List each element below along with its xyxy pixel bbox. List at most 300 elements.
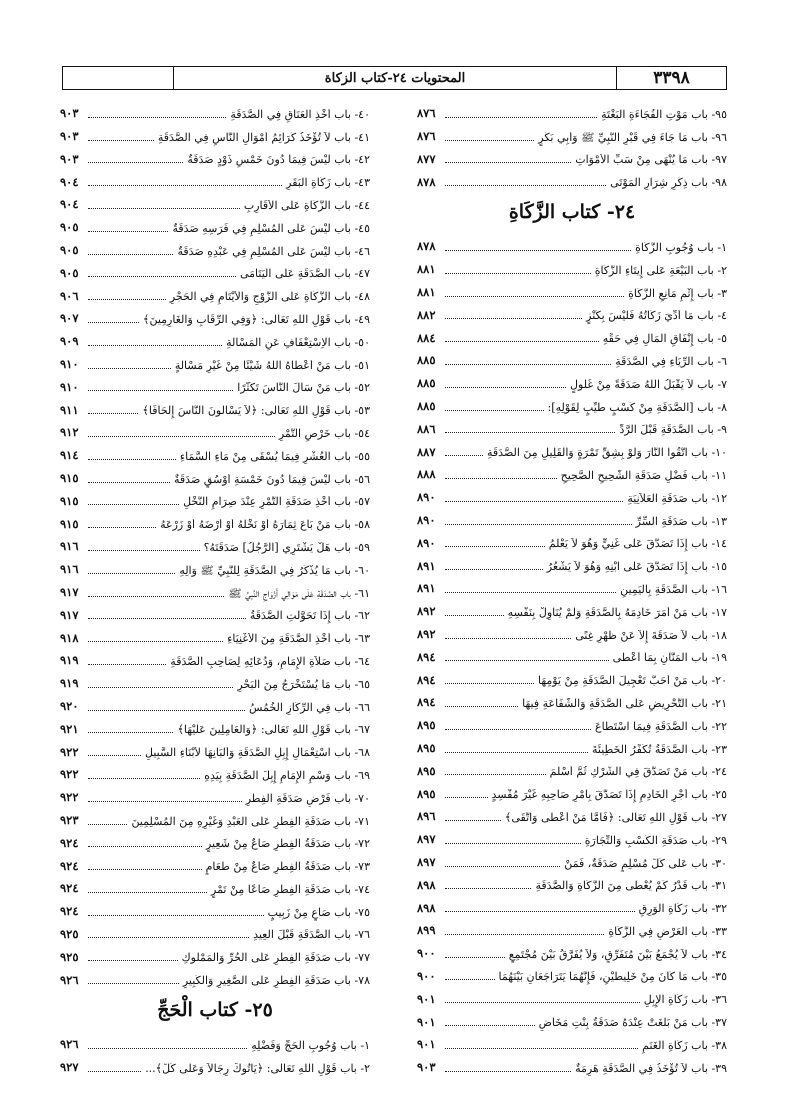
entry-title: ٢- باب قَوْلِ اللَّهِ تَعَالَى: ﴿يَأْتُوكَ رِجَالاً وَعَلَى كُلِّ﴾... <box>145 1062 370 1075</box>
entry-title: ٢- باب الْبَيْعَةِ عَلَى إِيتَاءِ الزَّكَاةِ <box>594 264 727 277</box>
dot-leader <box>88 276 236 277</box>
entry-title: ٣٥- باب مَا كَانَ مِنْ خَلِيطَيْنِ، فَإِنَّهُمَا يَتَرَاجَعَانِ بَيْنَهُمَا <box>498 971 727 984</box>
toc-entry[interactable] <box>417 507 727 530</box>
toc-entry[interactable] <box>417 575 727 598</box>
toc-entry[interactable] <box>60 830 370 853</box>
entry-page-number: ٨٩٥ <box>417 741 436 756</box>
dot-leader <box>445 638 571 639</box>
toc-entry[interactable] <box>60 191 370 214</box>
dot-leader <box>88 801 242 802</box>
entry-page-number: ٩٢٣ <box>60 813 79 827</box>
toc-column-left <box>60 100 370 1077</box>
entry-page-number: ٨٩٤ <box>417 695 436 710</box>
entry-title: ٧١- باب صَدَقَةِ الْفِطْرِ عَلَى الْعَبْدِ وَغَيْرِهِ مِنَ الْمُسْلِمِينَ <box>131 815 370 828</box>
entry-title: ٩٥- باب مَوْتِ الْفُجَاءَةِ الْبَغْتَةِ <box>601 108 727 121</box>
dot-leader <box>445 273 591 274</box>
entry-title: ٩- باب الصَّدَقَةِ قَبْلَ الرَّدِّ <box>619 424 727 437</box>
toc-entry[interactable] <box>417 644 727 667</box>
entry-title: ٤٢- باب لَيْسَ فِيمَا دُونَ خَمْسِ ذَوْدٍ صَدَقَةٌ <box>187 154 370 167</box>
entry-page-number: ٩٢٦ <box>60 1037 79 1052</box>
toc-entry[interactable] <box>417 803 727 826</box>
dot-leader <box>445 615 504 616</box>
toc-entry[interactable] <box>60 556 370 579</box>
dot-leader <box>445 162 571 163</box>
entry-page-number: ٨٩٢ <box>417 604 436 619</box>
entry-title: ٣٠- باب عَلَى كُلِّ مُسْلِمٍ صَدَقَةٌ، فَمَنْ <box>564 857 727 870</box>
entry-page-number: ٨٩١ <box>417 581 436 596</box>
toc-entry[interactable] <box>60 602 370 625</box>
dot-leader <box>88 162 183 163</box>
entry-title: ٦٠- باب مَا يُذْكَرُ فِي الصَّدَقَةِ لِلنَّبِيِّ ﷺ وَآلِهِ <box>179 564 370 577</box>
toc-entry[interactable] <box>417 1008 727 1031</box>
toc-entry[interactable] <box>417 872 727 895</box>
entry-page-number: ٩٠٥ <box>60 243 79 258</box>
entry-title: ٢٢- باب الصَّدَقَةِ فِيمَا اسْتَطَاعَ <box>595 720 727 733</box>
entry-page-number: ٩٠١ <box>417 1037 436 1052</box>
toc-entry[interactable] <box>417 302 727 325</box>
entry-title: ٤٦- باب لَيْسَ عَلَى الْمُسْلِمِ فِي عَبْدِهِ صَدَقَةٌ <box>177 245 370 258</box>
toc-entry[interactable] <box>60 100 370 123</box>
entry-title: ٤٣- باب زَكَاةِ الْبَقَرِ <box>286 177 370 190</box>
toc-entry[interactable] <box>60 488 370 511</box>
entry-title: ١٢- باب صَدَقَةِ الْعَلاَنِيَةِ <box>627 492 727 505</box>
toc-entry[interactable] <box>417 552 727 575</box>
dot-leader <box>88 504 179 505</box>
dot-leader <box>445 843 581 844</box>
entry-title: ٧٤- باب صَدَقَةِ الْفِطْرِ صَاعًا مِنْ تَمْرٍ <box>211 883 370 896</box>
toc-entry[interactable] <box>60 943 370 966</box>
toc-entry[interactable] <box>60 1031 370 1054</box>
toc-entry[interactable] <box>60 624 370 647</box>
dot-leader <box>88 299 166 300</box>
toc-entry[interactable] <box>60 784 370 807</box>
entry-page-number: ٩٢١ <box>60 721 79 736</box>
dot-leader <box>445 364 611 365</box>
entry-title: ٤٥- باب لَيْسَ عَلَى الْمُسْلِمِ فِي فَرَسِهِ صَدَقَةٌ <box>172 222 370 235</box>
entry-page-number: ٩٠٤ <box>60 174 79 189</box>
entry-page-number: ٨٨٤ <box>417 330 436 345</box>
entry-title: ٧٢- باب صَدَقَةُ الْفِطْرِ صَاعٌ مِنْ شَعِيرٍ <box>205 838 370 851</box>
entry-title: ٦٨- باب اسْتِعْمَالِ إِبِلِ الصَّدَقَةِ وَأَلْبَانِهَا لأَبْنَاءِ السَّبِيلِ <box>145 747 370 760</box>
entry-title: ٧- باب لاَ يَقْبَلُ اللَّهُ صَدَقَةً مِنْ غُلُولٍ <box>570 378 727 391</box>
toc-entry[interactable] <box>60 647 370 670</box>
toc-entry[interactable] <box>60 351 370 374</box>
dot-leader <box>445 592 616 593</box>
dot-leader <box>88 231 168 232</box>
kitab-heading: ٢٥- كتاب الْحَجِّ <box>157 999 273 1022</box>
toc-entry[interactable] <box>60 807 370 830</box>
dot-leader <box>88 1071 141 1072</box>
toc-entry[interactable] <box>417 735 727 758</box>
dot-leader <box>88 892 207 893</box>
dot-leader <box>445 318 582 319</box>
toc-entry[interactable] <box>417 461 727 484</box>
dot-leader <box>445 706 518 707</box>
entry-page-number: ٩٠٥ <box>60 220 79 235</box>
entry-title: ٦٦- باب فِي الرِّكَازِ الْخُمُسُ <box>249 701 370 714</box>
dot-leader <box>88 618 246 619</box>
dot-leader <box>445 387 566 388</box>
toc-entry[interactable] <box>417 780 727 803</box>
toc-entry[interactable] <box>60 168 370 191</box>
entry-page-number: ٩٢٤ <box>60 835 79 850</box>
entry-title: ٧٦- باب الصَّدَقَةِ قَبْلَ الْعِيدِ <box>253 929 370 942</box>
toc-entry[interactable] <box>60 465 370 488</box>
entry-title: ٣٢- باب زَكَاةِ الْوَرِقِ <box>638 903 727 916</box>
entry-page-number: ٩٠٣ <box>417 1060 436 1075</box>
entry-title: ٥٥- باب الْعُشْرِ فِيمَا يُسْقَى مِنْ مَاءِ السَّمَاءِ <box>179 450 370 463</box>
dot-leader <box>445 660 609 661</box>
entry-page-number: ٩١٧ <box>60 585 79 600</box>
toc-entry[interactable] <box>60 966 370 989</box>
toc-entry[interactable] <box>417 324 727 347</box>
entry-page-number: ٨٧٦ <box>417 106 436 121</box>
toc-entry[interactable] <box>417 666 727 689</box>
page-number: ٣٣٩٨ <box>616 67 726 89</box>
entry-page-number: ٨٩٧ <box>417 832 436 847</box>
entry-page-number: ٨٩٤ <box>417 672 436 687</box>
entry-page-number: ٩١٦ <box>60 539 79 554</box>
entry-title: ١٧- باب مَنْ أَمَرَ خَادِمَهُ بِالصَّدَقَةِ وَلَمْ يُنَاوِلْ بِنَفْسِهِ <box>507 606 727 619</box>
dot-leader <box>445 729 591 730</box>
dot-leader <box>445 774 546 775</box>
entry-page-number: ٩٠٣ <box>60 151 79 166</box>
entry-title: ١٣- باب صَدَقَةِ السِّرِّ <box>635 515 727 528</box>
entry-title: ٥٤- باب خَرْصِ التَّمْرِ <box>278 427 370 440</box>
entry-title: ٢٥- باب أَجْرِ الْخَادِمِ إِذَا تَصَدَّقَ بِأَمْرِ صَاحِبِهِ غَيْرَ مُفْسِدٍ <box>491 789 727 802</box>
entry-title: ٢٩- باب صَدَقَةِ الْكَسْبِ وَالتِّجَارَةِ <box>584 834 727 847</box>
entry-page-number: ٩٠١ <box>417 1014 436 1029</box>
dot-leader <box>445 979 495 980</box>
dot-leader <box>88 322 139 323</box>
toc-entry[interactable] <box>60 693 370 716</box>
running-title: المحتويات ٢٤-كتاب الزكاة <box>173 67 616 89</box>
entry-page-number: ٩٠٣ <box>60 106 79 121</box>
toc-entry[interactable] <box>417 279 727 302</box>
toc-entry[interactable] <box>417 123 727 146</box>
toc-entry[interactable] <box>417 233 727 256</box>
entry-page-number: ٨٩١ <box>417 558 436 573</box>
toc-entry[interactable] <box>60 533 370 556</box>
dot-leader <box>445 569 543 570</box>
toc-entry[interactable] <box>60 716 370 739</box>
toc-entry[interactable] <box>417 370 727 393</box>
dot-leader <box>88 117 226 118</box>
entry-title: ٦٢- باب إِذَا تَحَوَّلَتِ الصَّدَقَةُ <box>249 610 370 623</box>
entry-page-number: ٩١٦ <box>60 562 79 577</box>
entry-page-number: ٨٧٨ <box>417 174 436 189</box>
dot-leader <box>88 960 178 961</box>
dot-leader <box>88 550 200 551</box>
entry-page-number: ٨٩٨ <box>417 877 436 892</box>
dot-leader <box>88 596 224 597</box>
dot-leader <box>88 732 173 733</box>
entry-title: ١٤- باب إِذَا تَصَدَّقَ عَلَى غَنِيٍّ وَهُوَ لاَ يَعْلَمُ <box>548 538 727 551</box>
toc-entry[interactable] <box>60 237 370 260</box>
entry-page-number: ٩٢٥ <box>60 926 79 941</box>
entry-title: ٦٤- باب صَلاَةِ الإِمَامِ، وَدُعَائِهِ لِصَاحِبِ الصَّدَقَةِ <box>170 655 370 668</box>
toc-entry[interactable] <box>60 305 370 328</box>
entry-title: ٥٢- باب مَنْ سَأَلَ النَّاسَ تَكَثُّرًا <box>237 382 370 395</box>
entry-title: ٥٠- باب الاِسْتِعْفَافِ عَنِ الْمَسْأَلَةِ <box>226 336 370 349</box>
dot-leader <box>445 911 635 912</box>
dot-leader <box>445 296 624 297</box>
entry-title: ٣٦- باب زَكَاةِ الإِبِلِ <box>643 994 727 1007</box>
toc-entry[interactable] <box>60 374 370 397</box>
entry-page-number: ٩١٥ <box>60 493 79 508</box>
entry-title: ٧٣- باب صَدَقَةُ الْفِطْرِ صَاعٌ مِنْ طَعَامٍ <box>205 861 370 874</box>
toc-entry[interactable] <box>417 985 727 1008</box>
toc-entry[interactable] <box>417 1054 727 1077</box>
entry-page-number: ٨٩٧ <box>417 855 436 869</box>
toc-entry[interactable] <box>60 123 370 146</box>
dot-leader <box>88 436 275 437</box>
entry-title: ٩٦- باب مَا جَاءَ فِي قَبْرِ النَّبِيِّ ﷺ وَأَبِي بَكْرٍ <box>538 131 727 144</box>
entry-title: ٦٥- باب مَا يُسْتَخْرَجُ مِنَ الْبَحْرِ <box>237 678 370 691</box>
dot-leader <box>88 687 233 688</box>
toc-entry[interactable] <box>60 442 370 465</box>
toc-entry[interactable] <box>417 100 727 123</box>
entry-page-number: ٩٠١ <box>417 991 436 1006</box>
toc-entry[interactable] <box>417 712 727 735</box>
dot-leader <box>445 501 623 502</box>
dot-leader <box>88 824 127 825</box>
entry-page-number: ٩٠٧ <box>60 311 79 326</box>
toc-entry[interactable] <box>417 347 727 370</box>
entry-title: ٤- باب مَا أُدِّيَ زَكَاتُهُ فَلَيْسَ بِكَنْزٍ <box>586 310 727 323</box>
entry-page-number: ٨٩٠ <box>417 490 436 505</box>
toc-entry[interactable] <box>60 282 370 305</box>
toc-entry[interactable] <box>417 758 727 781</box>
dot-leader <box>88 983 179 984</box>
entry-title: ٥٩- باب هَلْ يَشْتَرِي [الرَّجُلُ] صَدَقَتَهُ؟ <box>203 541 370 554</box>
entry-page-number: ٨٩٥ <box>417 786 436 801</box>
entry-page-number: ٨٨١ <box>417 285 436 300</box>
entry-title: ٦١- باب الصَّدَقَةِ عَلَى مَوَالِي أَزْوَاجِ النَّبِيِّ ﷺ <box>228 587 370 600</box>
dot-leader <box>88 140 154 141</box>
dot-leader <box>445 185 606 186</box>
toc-entry[interactable] <box>417 826 727 849</box>
entry-title: ٥١- باب مَنْ أَعْطَاهُ اللَّهُ شَيْئًا مِنْ غَيْرِ مَسْأَلَةٍ <box>174 359 370 372</box>
toc-entry[interactable] <box>417 438 727 461</box>
entry-page-number: ٩٠٠ <box>417 968 436 983</box>
entry-page-number: ٩١٤ <box>60 448 79 463</box>
entry-page-number: ٨٩٥ <box>417 763 436 778</box>
entry-title: ٦٧- باب قَوْلِ اللَّهِ تَعَالَى: ﴿وَالْعَامِلِينَ عَلَيْهَا﴾ <box>177 724 370 737</box>
entry-title: ٤٩- باب قَوْلِ اللَّهِ تَعَالَى: ﴿وَفِي الرِّقَابِ وَالْغَارِمِينَ﴾ <box>143 313 370 326</box>
entry-title: ١٨- باب لاَ صَدَقَةَ إِلاَّ عَنْ ظَهْرِ غِنًى <box>575 629 727 642</box>
toc-entry[interactable] <box>417 393 727 416</box>
toc-entry[interactable] <box>60 898 370 921</box>
entry-page-number: ٨٩٢ <box>417 627 436 642</box>
entry-page-number: ٨٨١ <box>417 262 436 277</box>
entry-page-number: ٨٩٠ <box>417 535 436 550</box>
entry-page-number: ٨٩٠ <box>417 513 436 528</box>
toc-entry[interactable] <box>417 168 727 191</box>
dot-leader <box>88 208 240 209</box>
entry-page-number: ٩٢٤ <box>60 904 79 919</box>
entry-page-number: ٨٧٨ <box>417 239 436 254</box>
dot-leader <box>445 752 588 753</box>
toc-entry[interactable] <box>60 738 370 761</box>
dot-leader <box>445 1002 640 1003</box>
toc-entry[interactable] <box>60 852 370 875</box>
dot-leader <box>445 546 545 547</box>
entry-title: ١- باب وُجُوبِ الْحَجِّ وَفَضْلِهِ <box>251 1039 370 1052</box>
entry-page-number: ٨٨٥ <box>417 399 436 414</box>
dot-leader <box>445 478 557 479</box>
entry-title: ٣٣- باب الْعَرْضِ فِي الزَّكَاةِ <box>608 925 727 938</box>
entry-page-number: ٩٢٠ <box>60 699 79 714</box>
dot-leader <box>88 755 141 756</box>
entry-title: ٤١- باب لاَ تُؤْخَذُ كَرَائِمُ أَمْوَالِ النَّاسِ فِي الصَّدَقَةِ <box>157 131 370 144</box>
entry-page-number: ٩٠٩ <box>60 334 79 349</box>
dot-leader <box>445 1048 638 1049</box>
dot-leader <box>445 455 483 456</box>
toc-entry[interactable] <box>60 146 370 169</box>
dot-leader <box>445 410 544 411</box>
entry-title: ٩٨- باب ذِكْرِ شِرَارِ الْمَوْتَى <box>610 177 727 190</box>
dot-leader <box>88 459 176 460</box>
entry-title: ٤٠- باب أَخْذِ الْعَنَاقِ فِي الصَّدَقَةِ <box>230 108 370 121</box>
toc-entry[interactable] <box>417 416 727 439</box>
entry-title: ٥٧- باب أَخْذِ صَدَقَةِ التَّمْرِ عِنْدَ صِرَامِ النَّخْلِ <box>183 496 370 509</box>
dot-leader <box>88 641 223 642</box>
toc-entry[interactable] <box>417 256 727 279</box>
toc-entry[interactable] <box>417 917 727 940</box>
dot-leader <box>88 846 202 847</box>
page-header <box>62 66 727 90</box>
dot-leader <box>88 345 222 346</box>
dot-leader <box>88 710 245 711</box>
entry-title: ١٩- باب الْمَنَّانِ بِمَا أَعْطَى <box>612 652 727 665</box>
entry-title: ٢١- باب التَّحْرِيضِ عَلَى الصَّدَقَةِ وَالشَّفَاعَةِ فِيهَا <box>522 697 727 710</box>
toc-entry[interactable] <box>60 419 370 442</box>
toc-entry[interactable] <box>417 689 727 712</box>
entry-page-number: ٩١١ <box>60 402 79 417</box>
entry-title: ٦- باب الرِّيَاءِ فِي الصَّدَقَةِ <box>615 355 727 368</box>
entry-page-number: ٩١٧ <box>60 607 79 622</box>
dot-leader <box>88 368 171 369</box>
dot-leader <box>445 341 599 342</box>
entry-title: ٢٠- باب مَنْ أَحَبَّ تَعْجِيلَ الصَّدَقَةِ مِنْ يَوْمِهَا <box>537 675 727 688</box>
entry-title: ١٠- باب اتَّقُوا النَّارَ وَلَوْ بِشِقِّ تَمْرَةٍ وَالْقَلِيلِ مِنَ الصَّدَقَةِ <box>487 447 727 460</box>
dot-leader <box>445 250 631 251</box>
dot-leader <box>88 390 233 391</box>
toc-entry[interactable] <box>60 579 370 602</box>
dot-leader <box>88 185 282 186</box>
entry-page-number: ٨٨٧ <box>417 444 436 459</box>
toc-entry[interactable] <box>60 328 370 351</box>
entry-title: ٢٣- باب الصَّدَقَةُ تُكَفِّرُ الْخَطِيئَةَ <box>591 743 727 756</box>
entry-title: ٧٠- باب فَرْضِ صَدَقَةِ الْفِطْرِ <box>245 792 370 805</box>
dot-leader <box>445 820 501 821</box>
dot-leader <box>445 117 597 118</box>
toc-entry[interactable] <box>60 510 370 533</box>
entry-title: ٤٧- باب الصَّدَقَةِ عَلَى الْيَتَامَى <box>239 268 370 281</box>
entry-page-number: ٩٠٠ <box>417 946 436 961</box>
toc-entry[interactable] <box>60 670 370 693</box>
toc-entry[interactable] <box>60 761 370 784</box>
toc-entry[interactable] <box>60 260 370 283</box>
entry-page-number: ٨٩٨ <box>417 900 436 915</box>
toc-entry[interactable] <box>417 146 727 169</box>
dot-leader <box>445 797 488 798</box>
entry-page-number: ٩٢٤ <box>60 881 79 896</box>
toc-entry[interactable] <box>417 621 727 644</box>
dot-leader <box>88 482 170 483</box>
entry-title: ١٦- باب الصَّدَقَةِ بِالْيَمِينِ <box>620 583 727 596</box>
dot-leader <box>445 1071 571 1072</box>
entry-title: ٢٧- باب قَوْلِ اللَّهِ تَعَالَى: ﴿فَأَمَّا مَنْ أَعْطَى وَاتَّقَى﴾ <box>504 811 727 824</box>
dot-leader <box>445 524 632 525</box>
entry-title: ٣٧- باب مَنْ بَلَغَتْ عِنْدَهُ صَدَقَةُ بِنْتِ مَخَاضٍ <box>538 1017 727 1030</box>
toc-entry[interactable] <box>417 484 727 507</box>
entry-title: ١٥- باب إِذَا تَصَدَّقَ عَلَى ابْنِهِ وَهُوَ لاَ يَشْعُرُ <box>546 561 727 574</box>
dot-leader <box>88 413 138 414</box>
toc-entry[interactable] <box>417 598 727 621</box>
entry-title: ٨- باب [الصَّدَقَةِ مِنْ كَسْبٍ طَيِّبٍ لِقَوْلِهِ]: <box>547 401 727 414</box>
toc-entry[interactable] <box>417 530 727 553</box>
entry-page-number: ٨٩٦ <box>417 809 436 824</box>
entry-page-number: ٨٧٦ <box>417 129 436 144</box>
toc-entry[interactable] <box>417 940 727 963</box>
entry-page-number: ٩٠٥ <box>60 265 79 280</box>
entry-page-number: ٨٨٢ <box>417 307 436 322</box>
entry-page-number: ٨٨٦ <box>417 421 436 436</box>
entry-page-number: ٨٨٨ <box>417 467 436 482</box>
toc-entry[interactable] <box>60 396 370 419</box>
toc-entry[interactable] <box>417 849 727 872</box>
entry-title: ٥٨- باب مَنْ بَاعَ ثِمَارَهُ أَوْ نَخْلَهُ أَوْ أَرْضَهُ أَوْ زَرْعَهُ <box>160 519 370 532</box>
toc-entry[interactable] <box>60 214 370 237</box>
entry-page-number: ٨٩٩ <box>417 923 436 938</box>
toc-entry[interactable] <box>417 963 727 986</box>
toc-entry[interactable] <box>60 921 370 944</box>
entry-page-number: ٩٠٦ <box>60 288 79 303</box>
entry-title: ٣٨- باب زَكَاةِ الْغَنَمِ <box>642 1039 727 1052</box>
entry-title: ٤٨- باب الزَّكَاةِ عَلَى الزَّوْجِ وَالأَيْتَامِ فِي الْحَجْرِ <box>169 291 370 304</box>
toc-entry[interactable] <box>417 894 727 917</box>
dot-leader <box>88 778 200 779</box>
entry-page-number: ٩١٥ <box>60 516 79 531</box>
dot-leader <box>445 957 505 958</box>
dot-leader <box>88 254 173 255</box>
entry-page-number: ٩٠٤ <box>60 197 79 212</box>
entry-page-number: ٩١٥ <box>60 471 79 486</box>
dot-leader <box>445 432 615 433</box>
entry-title: ٧٥- باب صَاعٍ مِنْ زَبِيبٍ <box>267 906 370 919</box>
dot-leader <box>445 934 604 935</box>
dot-leader <box>88 869 202 870</box>
entry-title: ٩٧- باب مَا يُنْهَى مِنْ سَبِّ الأَمْوَاتِ <box>575 154 727 167</box>
entry-page-number: ٨٧٧ <box>417 151 436 166</box>
entry-page-number: ٨٩٤ <box>417 649 436 664</box>
dot-leader <box>445 140 534 141</box>
entry-page-number: ٩١٩ <box>60 653 79 668</box>
toc-entry[interactable] <box>60 1054 370 1077</box>
header-empty-cell <box>63 67 173 89</box>
toc-entry[interactable] <box>60 875 370 898</box>
toc-entry[interactable] <box>417 1031 727 1054</box>
entry-page-number: ٩٢٢ <box>60 744 79 759</box>
dot-leader <box>445 888 531 889</box>
entry-page-number: ٩٢٢ <box>60 790 79 805</box>
entry-page-number: ٨٩٥ <box>417 718 436 733</box>
entry-title: ٣٤- باب لاَ يُجْمَعُ بَيْنَ مُتَفَرِّقٍ، وَلاَ يُفَرَّقُ بَيْنَ مُجْتَمِعٍ <box>508 948 727 961</box>
entry-page-number: ٩١٠ <box>60 357 79 372</box>
dot-leader <box>88 664 166 665</box>
